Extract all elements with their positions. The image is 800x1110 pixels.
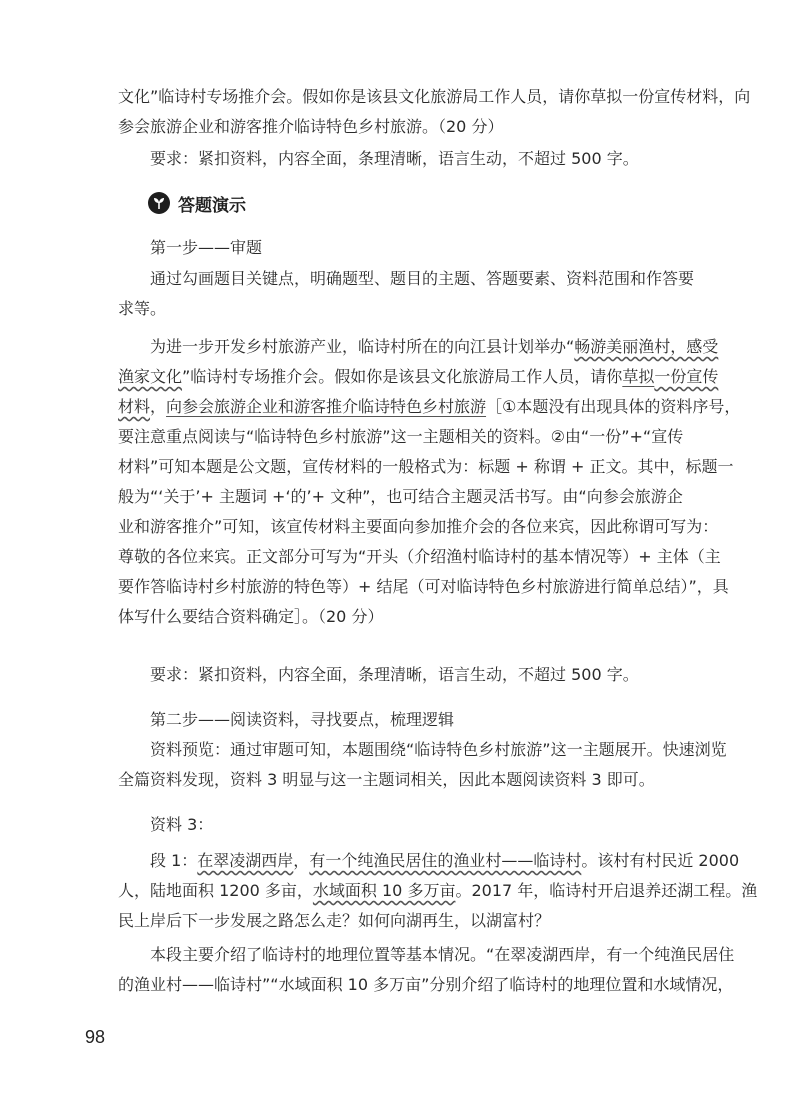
theme-highlight: 畅游美丽渔村，感受 bbox=[574, 337, 719, 356]
question-line-2: 渔家文化”临诗村专场推介会。假如你是该县文化旅游局工作人员，请你草拟一份宣传 bbox=[118, 367, 719, 386]
question-line-5: 材料”可知本题是公文题，宣传材料的一般格式为：标题 + 称谓 + 正文。其中，标题一 bbox=[118, 457, 734, 476]
intro-line-2: 参会旅游企业和游客推介临诗特色乡村旅游。（20 分） bbox=[118, 117, 504, 136]
question-line-3: 材料，向参会旅游企业和游客推介临诗特色乡村旅游［①本题没有出现具体的资料序号， bbox=[118, 397, 741, 416]
intro-paragraph bbox=[118, 82, 751, 142]
question-line-6: 般为“‘关于’+ 主题词 +‘的’+ 文种”，也可结合主题灵活书写。由“向参会旅游企 bbox=[118, 487, 683, 506]
step2-preview: 资料预览：通过审题可知，本题围绕“临诗特色乡村旅游”这一主题展开。快速浏览 全篇资料发现，资料 3 明显与这一主题词相关，因此本题阅读资料 3 即可。 bbox=[118, 740, 727, 789]
material-analysis: 本段主要介绍了临诗村的地理位置等基本情况。“在翠凌湖西岸，有一个纯渔民居住 的渔业村——临诗村”“水域面积 10 多万亩”分别介绍了临诗村的地理位置和水域情况， bbox=[118, 945, 735, 994]
question-line-1: 为进一步开发乡村旅游产业，临诗村所在的向江县计划举办“畅游美丽渔村，感受 bbox=[150, 337, 719, 356]
step1-description: 通过勾画题目关键点，明确题型、题目的主题、答题要素、资料范围和作答要 求等。 bbox=[118, 269, 695, 318]
intro-requirement: 要求：紧扣资料，内容全面，条理清晰，语言生动，不超过 500 字。 bbox=[150, 149, 639, 168]
question-line-8: 尊敬的各位来宾。正文部分可写为“开头（介绍渔村临诗村的基本情况等）+ 主体（主 bbox=[118, 547, 721, 566]
question-line-10: 体写什么要结合资料确定］。（20 分） bbox=[118, 607, 384, 626]
material-label: 资料 3： bbox=[150, 815, 214, 834]
section-title: 答题演示 bbox=[178, 195, 246, 216]
material-segment-1: 段 1：在翠凌湖西岸，有一个纯渔民居住的渔业村——临诗村。该村有村民近 2000 人，陆地面积 1200 多亩，水域面积 10 多万亩。2017 年，临诗村开启退养还湖工程。渔 民上岸后下一步发展之路怎么走？如何向湖再生，以湖富村？ bbox=[118, 851, 758, 930]
sprout-icon bbox=[148, 192, 170, 214]
section-header bbox=[148, 188, 246, 218]
step1-question-paragraph bbox=[118, 332, 741, 632]
page-number: 98 bbox=[85, 1027, 106, 1047]
step1-title: 第一步——审题 bbox=[150, 238, 263, 257]
step1-requirement: 要求：紧扣资料，内容全面，条理清晰，语言生动，不超过 500 字。 bbox=[150, 665, 639, 684]
question-line-4: 要注意重点阅读与“临诗特色乡村旅游”这一主题相关的资料。②由“一份”+“宣传 bbox=[118, 427, 684, 446]
intro-line-1: 文化”临诗村专场推介会。假如你是该县文化旅游局工作人员，请你草拟一份宣传材料，向 bbox=[118, 87, 751, 106]
question-line-7: 业和游客推介”可知，该宣传材料主要面向参加推介会的各位来宾，因此称谓可写为： bbox=[118, 517, 719, 536]
question-line-9: 要作答临诗村乡村旅游的特色等）+ 结尾（可对临诗特色乡村旅游进行简单总结）”，具 bbox=[118, 577, 729, 596]
step2-title: 第二步——阅读资料，寻找要点，梳理逻辑 bbox=[150, 710, 455, 729]
